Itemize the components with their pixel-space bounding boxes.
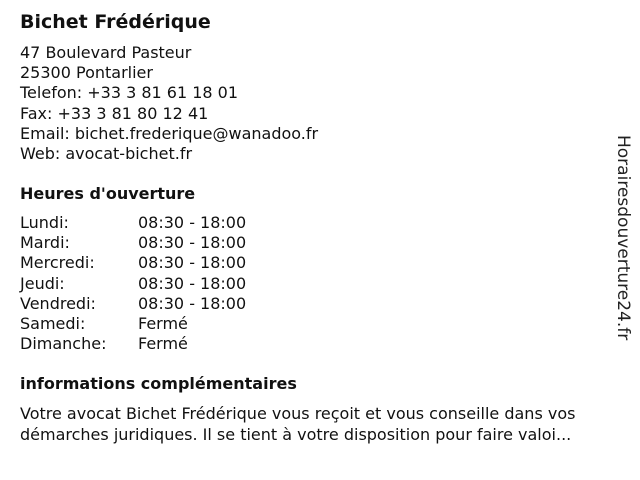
business-name: Bichet Frédérique	[20, 11, 211, 33]
hours-row-saturday	[20, 314, 246, 334]
hours-row-monday	[20, 213, 246, 233]
description-line: démarches juridiques. Il se tient à votre disposition pour faire valoi...	[20, 424, 572, 444]
website: Web: avocat-bichet.fr	[20, 144, 193, 164]
hours-day: Mardi:	[20, 233, 70, 253]
hours-time: Fermé	[138, 334, 188, 354]
hours-day: Samedi:	[20, 314, 86, 334]
hours-day: Mercredi:	[20, 253, 95, 273]
additional-info-text	[20, 404, 626, 445]
hours-day: Jeudi:	[20, 273, 65, 293]
hours-time: Fermé	[138, 314, 188, 334]
hours-time: 08:30 - 18:00	[138, 273, 247, 293]
hours-row-tuesday	[20, 233, 246, 253]
hours-time: 08:30 - 18:00	[138, 293, 247, 313]
additional-info-heading: informations complémentaires	[20, 374, 297, 393]
site-watermark	[610, 135, 634, 350]
contact-block	[20, 43, 318, 164]
phone-number: Telefon: +33 3 81 61 18 01	[20, 83, 239, 103]
hours-time: 08:30 - 18:00	[138, 213, 247, 232]
opening-hours-list	[20, 213, 246, 354]
address-city: 25300 Pontarlier	[20, 63, 153, 83]
hours-time: 08:30 - 18:00	[138, 253, 247, 273]
email-address: Email: bichet.frederique@wanadoo.fr	[20, 123, 319, 143]
hours-row-wednesday	[20, 253, 246, 273]
hours-row-sunday	[20, 334, 246, 354]
hours-day: Dimanche:	[20, 334, 107, 354]
hours-row-friday	[20, 294, 246, 314]
hours-day: Lundi:	[20, 213, 69, 232]
hours-row-thursday	[20, 274, 246, 294]
address-street: 47 Boulevard Pasteur	[20, 43, 192, 62]
hours-time: 08:30 - 18:00	[138, 233, 247, 253]
watermark-text: Horairesdouverture24.fr	[613, 135, 633, 341]
fax-number: Fax: +33 3 81 80 12 41	[20, 103, 209, 123]
description-line: Votre avocat Bichet Frédérique vous reçoit et vous conseille dans vos	[20, 404, 576, 423]
opening-hours-heading: Heures d'ouverture	[20, 184, 196, 203]
hours-day: Vendredi:	[20, 293, 96, 313]
